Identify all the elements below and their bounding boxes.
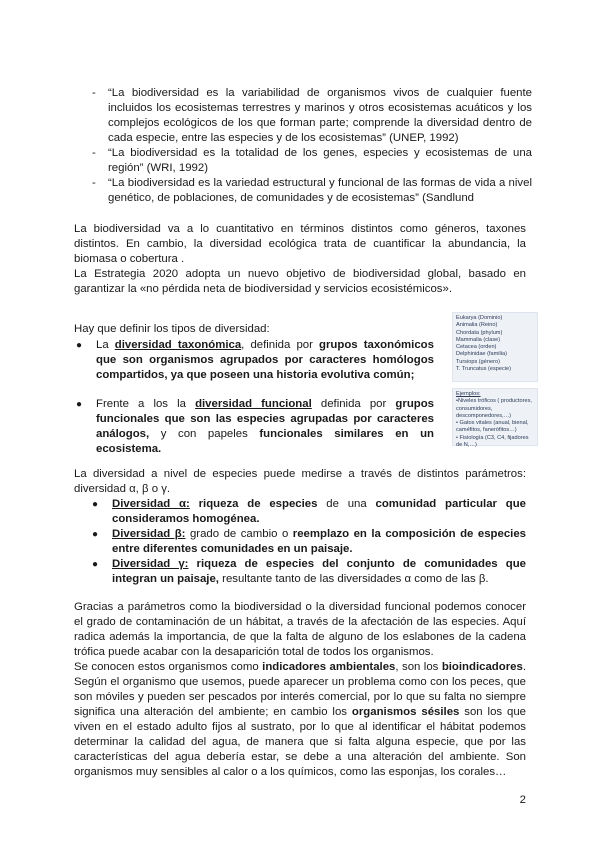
definition-quotes-list	[92, 86, 532, 206]
bullet-icon: ●	[76, 340, 83, 351]
term-diversidad-taxonomica: diversidad taxonómica	[114, 339, 242, 351]
bullet-icon: ●	[76, 399, 83, 410]
quote-item: - “La biodiversidad es la variabilidad de organismos vivos de cualquier fuente incluidos los ecosistemas terrestres y marinos y otros ecosistemas acuáticos y los complejos ecológicos de los que forman parte; comprende la diversidad dentro de cada especie, entre las especies y de los ecosistemas” (UNEP, 1992)	[92, 87, 532, 144]
bullet-funcional: ● Frente a los la diversidad funcional definida por grupos funcionales que son las especies agrupadas por caracteres análogos, y con papeles funcionales similares en un ecosistema.	[76, 398, 435, 455]
quote-text: “La biodiversidad es la totalidad de los genes, especies y ecosistemas de una región” (WRI, 1992)	[108, 147, 532, 174]
taxonomy-example-box: Eukarya (Dominio) Animalia (Reino) Chordata (phylum) Mammalia (clase) Cetacea (orden) Delphinidae (familia) Tursiops (género) T. Truncatus (especie)	[452, 312, 538, 382]
page-number: 2	[519, 794, 526, 806]
bullet-icon: ●	[92, 559, 99, 570]
term-diversidad-alpha: Diversidad α:	[112, 498, 190, 510]
term-organismos-sesiles: organismos sésiles	[351, 706, 460, 718]
bullet-beta: ● Diversidad β: grado de cambio o reemplazo en la composición de especies entre diferentes comunidades en un paisaje.	[92, 528, 526, 555]
paragraph-contaminacion: Gracias a parámetros como la biodiversidad o la diversidad funcional podemos conocer el grado de contaminación de un hábitat, a través de la afectación de las especies. Aquí radica además la importancia, de que la falta de alguno de los eslabones de la cadena trófica puede acabar con la desaparición total de todos los organismos.	[74, 601, 526, 658]
paragraph-estrategia: La Estrategia 2020 adopta un nuevo objetivo de biodiversidad global, basado en garantizar la «no pérdida neta de biodiversidad y servicios ecosistémicos».	[74, 268, 526, 295]
term-diversidad-beta: Diversidad β:	[112, 528, 186, 540]
quote-item: - “La biodiversidad es la variedad estructural y funcional de las formas de vida a nivel genético, de poblaciones, de comunidades y de ecosistemas” (Sandlund	[92, 177, 532, 204]
quote-text: “La biodiversidad es la variabilidad de organismos vivos de cualquier fuente incluidos los ecosistemas terrestres y marinos y otros ecosistemas acuáticos y los complejos ecológicos de los que forman parte; comprende la diversidad dentro de cada especie, entre las especies y de los ecosistemas” (UNEP, 1992)	[108, 87, 532, 144]
quote-text: “La biodiversidad es la variedad estructural y funcional de las formas de vida a nivel genético, de poblaciones, de comunidades y de ecosistemas” (Sandlund	[108, 177, 532, 204]
paragraph-bioindicadores: Se conocen estos organismos como indicadores ambientales, son los bioindicadores. Según el organismo que usemos, puede aparecer un problema como con los peces, que son móviles y pueden ser pescados por interés comercial, por lo que su falta no siempre significa una alteración del ambiente; en cambio los organismos sésiles son los que viven en el estado adulto fijos al sustrato, por lo que al identificar el hábitat podemos determinar la calidad del agua, de manera que si falta alguna especie, que por las características del agua debería estar, se debe a una alteración del ambiente. Son organismos muy sensibles al calor o a los químicos, como las esponjas, los corales…	[74, 661, 526, 778]
functional-example-box: Ejemplos: •Niveles tróficos ( productores, consumidores, descomponedores,…) • Gatos vitales (anual, bienal, caméfitos, fanerófitos…) • Fisiología (C3, C4, fijadores de N,…)	[452, 388, 538, 446]
niveles-intro: La diversidad a nivel de especies puede medirse a través de distintos parámetros: diversidad α, β o γ.	[74, 468, 526, 495]
bullet-taxonomica: ● La diversidad taxonómica, definida por grupos taxonómicos que son organismos agrupados por caracteres homólogos compartidos, ya que poseen una historia evolutiva común;	[76, 339, 434, 381]
bullet-alpha: ● Diversidad α: riqueza de especies de una comunidad particular que consideramos homogénea.	[92, 498, 526, 525]
bullet-gamma: ● Diversidad γ: riqueza de especies del conjunto de comunidades que integran un paisaje, resultante tanto de las diversidades α como de las β.	[92, 558, 526, 585]
term-indicadores-ambientales: indicadores ambientales	[262, 661, 396, 673]
term-diversidad-gamma: Diversidad γ:	[112, 558, 189, 570]
tipos-diversidad-section	[74, 322, 434, 457]
niveles-diversidad-section	[74, 467, 526, 587]
term-bioindicadores: bioindicadores	[441, 661, 523, 673]
term-diversidad-funcional: diversidad funcional	[195, 398, 312, 410]
paragraph-cuantitativo: La biodiversidad va a lo cuantitativo en términos distintos como géneros, taxones distintos. En cambio, la diversidad ecológica trata de cuantificar la abundancia, la biomasa o cobertura . La Estrategia 2020 adopta un nuevo objetivo de biodiversidad global, basado en garantizar la «no pérdida neta de biodiversidad y servicios ecosistémicos».	[74, 223, 526, 295]
tipos-intro: Hay que definir los tipos de diversidad:	[74, 323, 270, 335]
quote-item: - “La biodiversidad es la totalidad de los genes, especies y ecosistemas de una región” (WRI, 1992)	[92, 147, 532, 174]
bullet-icon: ●	[92, 529, 99, 540]
bullet-icon: ●	[92, 499, 99, 510]
